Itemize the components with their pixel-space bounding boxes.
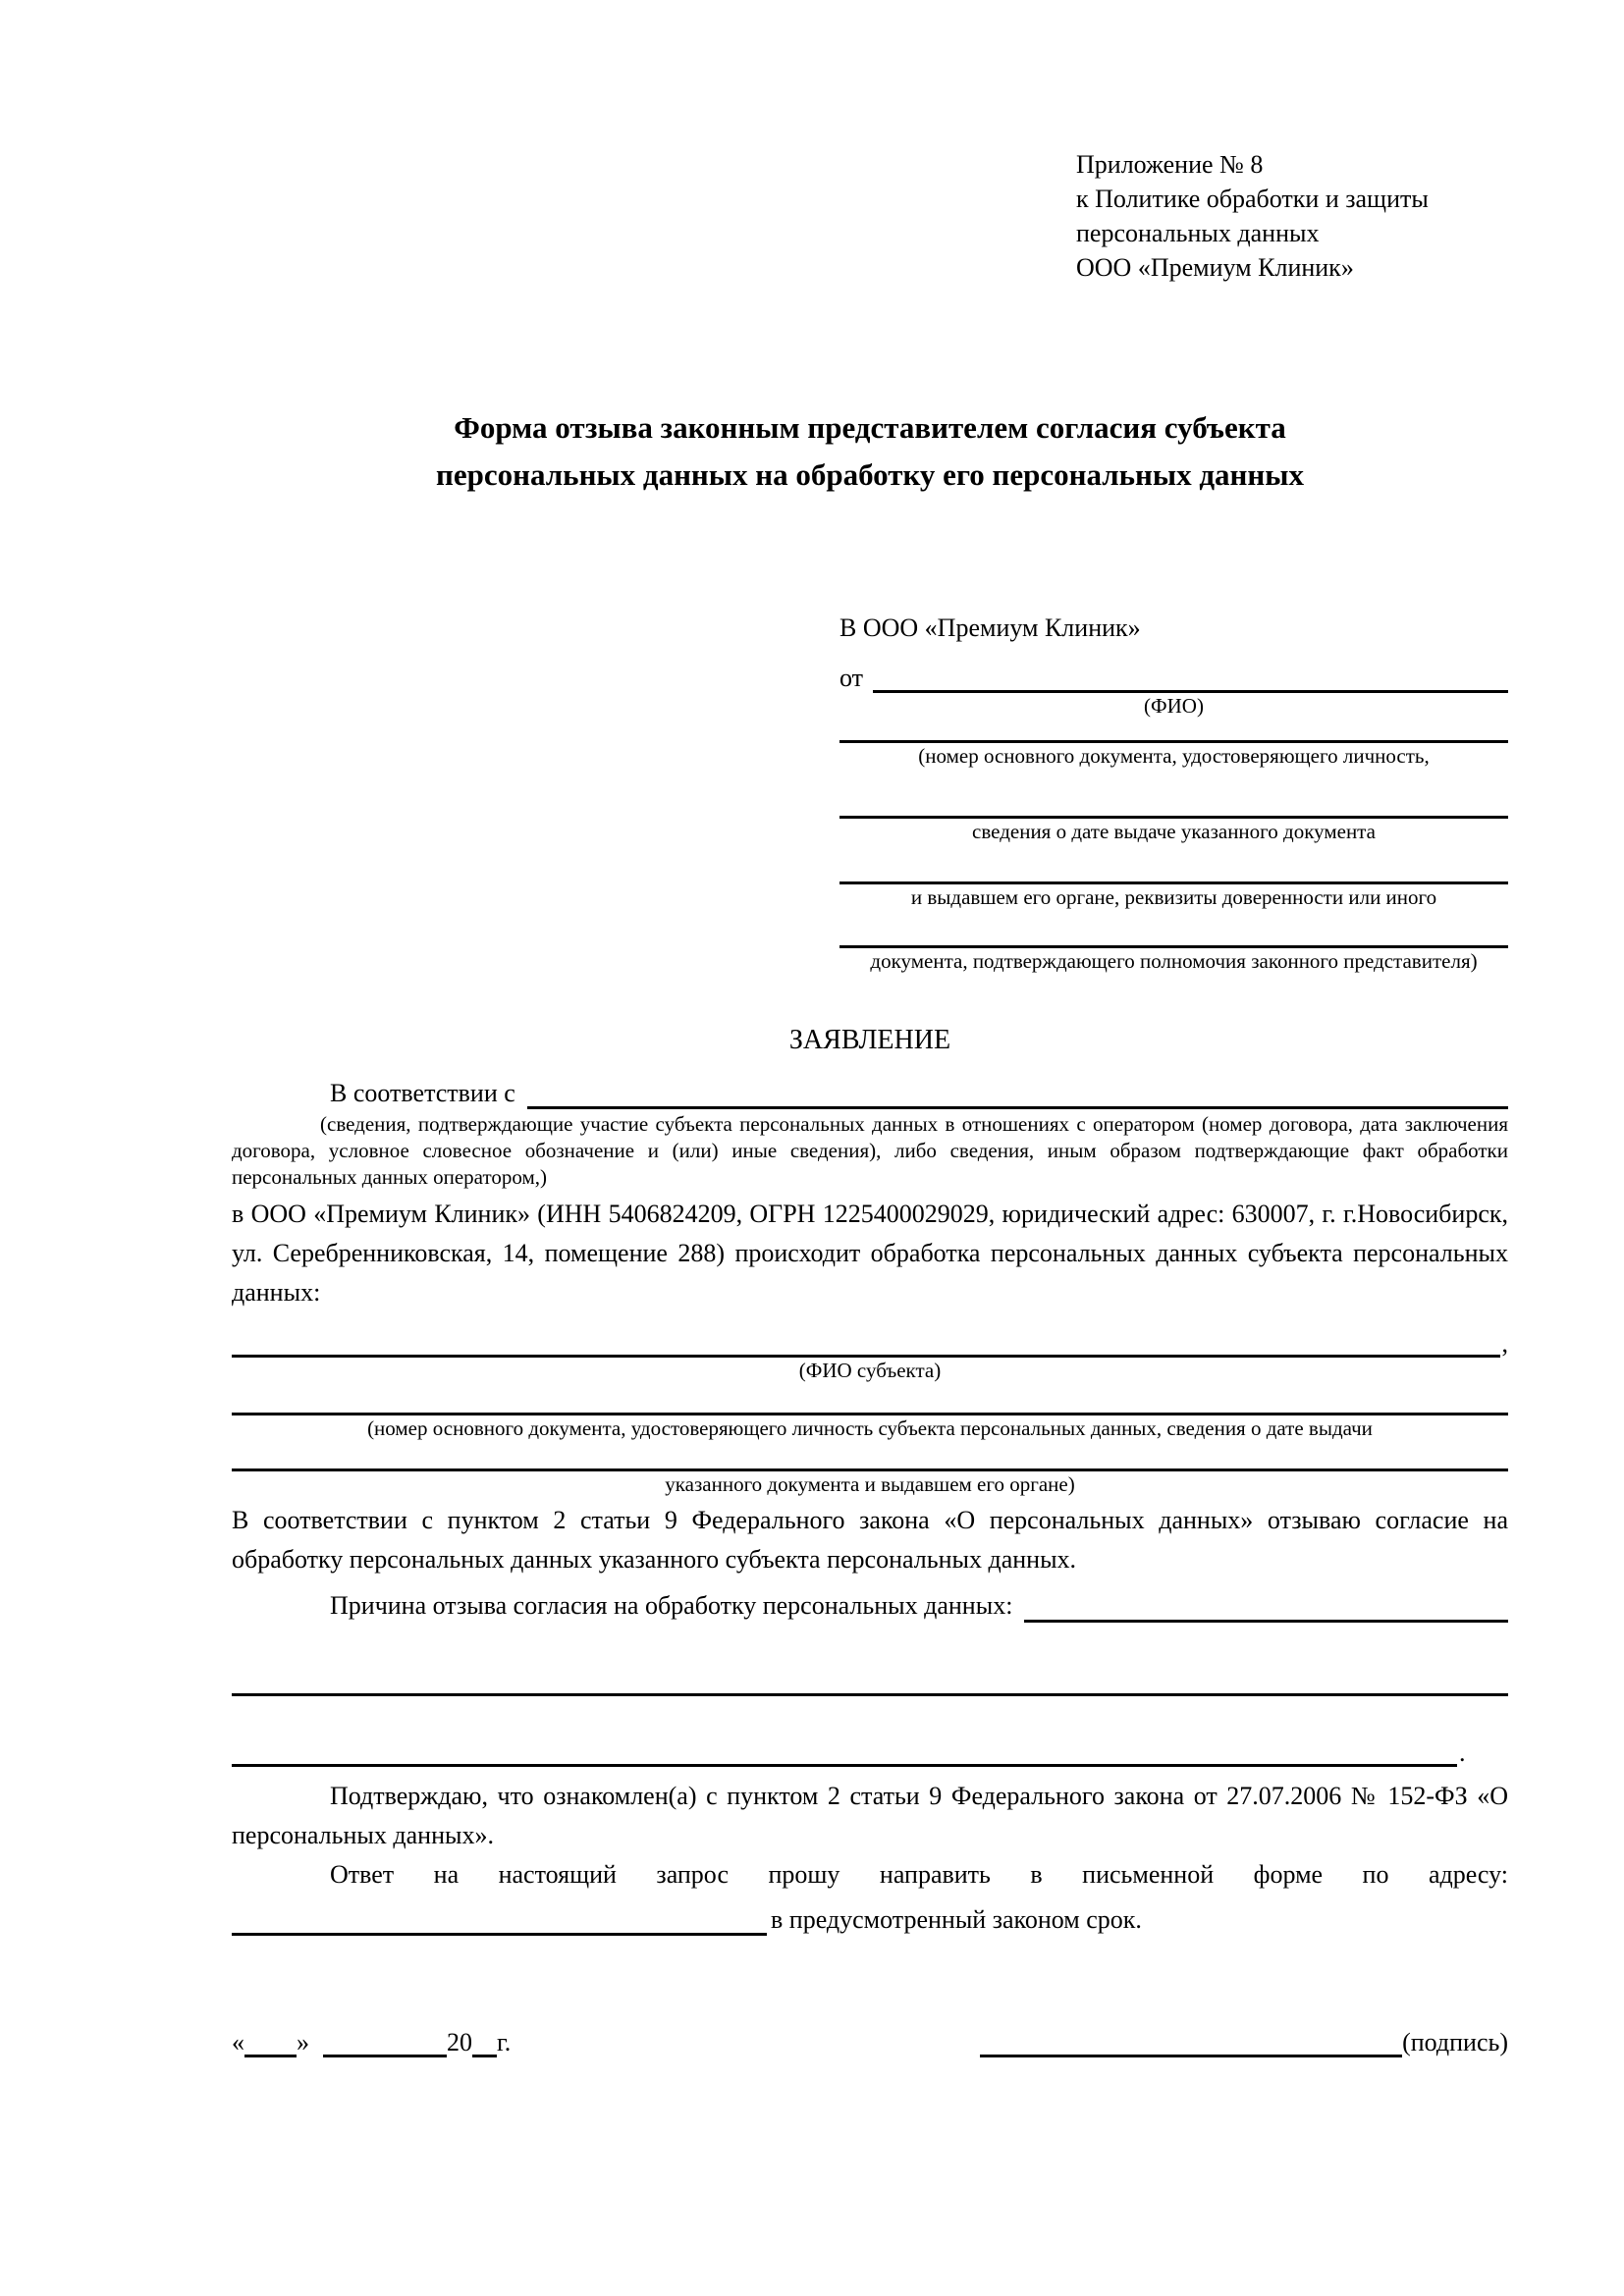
date-group <box>232 2022 511 2057</box>
reason-row <box>232 1581 1508 1623</box>
in-accordance-note: (сведения, подтверждающие участие субъекта персональных данных в отношениях с оператором (номер договора, дата заключения договора, условное словесное обозначение и (или) иные сведения), либо сведения, иным образом подтверждающие факт обработки персональных данных оператором,) <box>232 1112 1508 1189</box>
document-title-line2: персональных данных на обработку его персональных данных <box>436 457 1304 492</box>
reason-blank-line2 <box>232 1693 1508 1696</box>
date-quote-open: « <box>232 2028 244 2056</box>
appendix-line: к Политике обработки и защиты <box>1076 185 1429 213</box>
fio-caption: (ФИО) <box>1144 694 1204 718</box>
confirmation-paragraph: Подтверждаю, что ознакомлен(а) с пунктом 2 статьи 9 Федерального закона от 27.07.2006 № 152-ФЗ «О персональных данных». <box>232 1782 1508 1849</box>
in-accordance-label: В соответствии с <box>330 1079 515 1107</box>
document-title-line1: Форма отзыва законным представителем согласия субъекта <box>454 410 1286 445</box>
withdrawal-paragraph: В соответствии с пунктом 2 статьи 9 Федерального закона «О персональных данных» отзываю согласие на обработку персональных данных указанного субъекта персональных данных. <box>232 1506 1508 1574</box>
document-title <box>232 404 1508 499</box>
reply-address-row <box>232 1896 1508 1936</box>
trailing-period: . <box>1459 1738 1466 1767</box>
date-day-blank <box>244 2025 297 2057</box>
addressee-from-label: от <box>839 664 864 692</box>
issue-date-caption: сведения о дате выдаче указанного документа <box>972 820 1376 843</box>
date-month-blank <box>323 2025 447 2057</box>
operator-paragraph: в ООО «Премиум Клиник» (ИНН 5406824209, ОГРН 1225400029029, юридический адрес: 630007, г. г.Новосибирск, ул. Серебренниковская, 14, помещение 288) происходит обработка персональных данных субъекта персональных данных: <box>232 1200 1508 1307</box>
appendix-line: персональных данных <box>1076 219 1320 247</box>
signature-caption: (подпись) <box>1402 2028 1508 2056</box>
subject-document-caption-line1: (номер основного документа, удостоверяющего личность субъекта персональных данных, сведения о дате выдачи <box>367 1416 1373 1440</box>
document-number-caption: (номер основного документа, удостоверяющего личность, <box>918 744 1430 768</box>
date-year-blank <box>472 2025 497 2057</box>
authority-document-caption: документа, подтверждающего полномочия законного представителя) <box>870 949 1478 973</box>
appendix-line: ООО «Премиум Клиник» <box>1076 253 1354 282</box>
authority-document-blank-line <box>839 910 1508 948</box>
issuing-authority-caption: и выдавшем его органе, реквизиты доверенности или иного <box>910 885 1437 909</box>
reply-tail-text: в предусмотренный законом срок. <box>771 1905 1142 1934</box>
signature-blank-line <box>980 2025 1402 2057</box>
addressee-from-row <box>839 648 1508 693</box>
reply-request-paragraph: Ответ на настоящий запрос прошу направить в письменной форме по адресу: <box>330 1860 1508 1889</box>
subject-document-blank-line2 <box>232 1441 1508 1471</box>
appendix-block <box>1076 147 1508 285</box>
subject-fio-caption: (ФИО субъекта) <box>798 1359 942 1382</box>
statement-heading: ЗАЯВЛЕНИЕ <box>788 1025 951 1055</box>
subject-document-caption-line2: указанного документа и выдавшем его органе) <box>665 1472 1075 1496</box>
date-year-prefix: 20 <box>447 2028 472 2056</box>
reply-address-blank-line <box>232 1894 767 1936</box>
in-accordance-row <box>232 1070 1508 1109</box>
reason-blank-line3 <box>232 1742 1457 1767</box>
reason-blank-line3-row <box>232 1738 1508 1767</box>
issuing-authority-blank-line <box>839 844 1508 884</box>
addressee-to: В ООО «Премиум Клиник» <box>839 614 1141 642</box>
signature-row <box>232 2022 1508 2057</box>
in-accordance-blank-line <box>527 1067 1508 1109</box>
subject-fio-blank-line <box>232 1325 1500 1358</box>
fio-blank-line <box>873 645 1508 693</box>
issue-date-blank-line <box>839 769 1508 819</box>
document-number-blank-line <box>839 719 1508 743</box>
appendix-line: Приложение № 8 <box>1076 150 1264 179</box>
addressee-block <box>839 609 1508 974</box>
subject-document-blank-line <box>232 1383 1508 1415</box>
date-quote-close: » <box>297 2028 309 2056</box>
signature-group <box>980 2022 1508 2057</box>
reason-blank-line <box>1024 1578 1508 1623</box>
trailing-comma: , <box>1501 1329 1508 1358</box>
reason-label: Причина отзыва согласия на обработку персональных данных: <box>330 1591 1013 1620</box>
subject-fio-row <box>232 1328 1508 1358</box>
date-year-suffix: г. <box>497 2028 512 2056</box>
